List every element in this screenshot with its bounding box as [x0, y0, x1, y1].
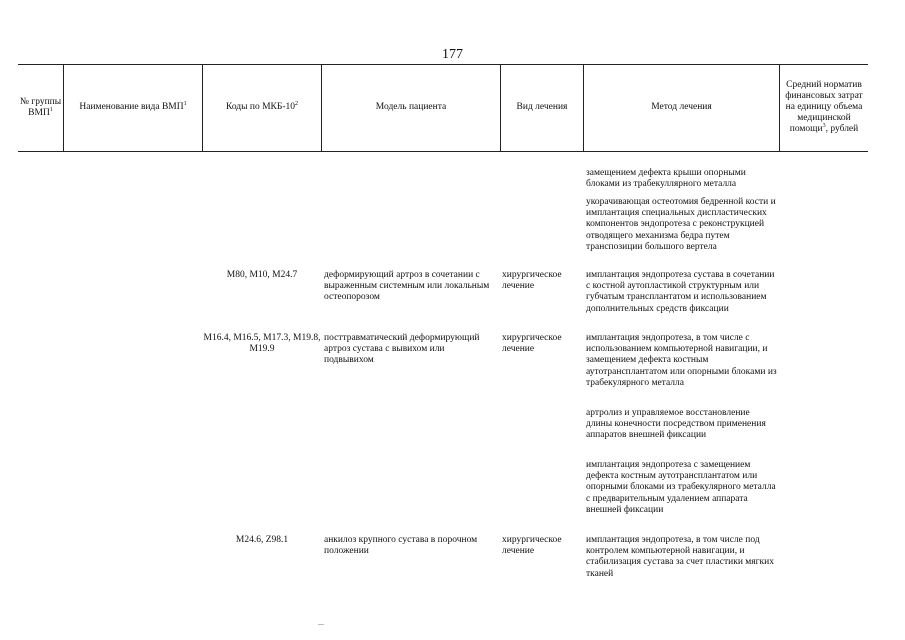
method-cell: имплантация эндопротеза сустава в сочетании с костной аутопластикой структурным или губчатым трансплантатом и использованием дополнительных средств фиксации — [586, 270, 775, 314]
header-treatment-type — [501, 64, 583, 151]
header-treatment-type-label: Вид лечения — [516, 102, 568, 112]
method-cell: имплантация эндопротеза с замещением дефекта костным аутотрансплантатом или опорными блоками из трабекулярного металла с предварительным удалением аппарата внешней фиксации — [586, 460, 776, 515]
header-vmp-name — [64, 64, 202, 151]
header-patient-model-label: Модель пациента — [375, 102, 447, 112]
scan-mark — [318, 624, 324, 625]
footnote-mark: 1 — [183, 100, 187, 107]
footnote-mark: 3 — [822, 122, 826, 129]
method-cell: имплантация эндопротеза, в том числе под контролем компьютерной навигации, и стабилизация сустава за счет пластики мягких тканей — [586, 535, 775, 579]
patient-model-cell: анкилоз крупного сустава в порочном положении — [324, 535, 478, 557]
header-bottom-rule — [18, 151, 868, 152]
patient-model-cell: деформирующий артроз в сочетании с выраженным системным или локальным остеопорозом — [324, 270, 490, 303]
header-average-cost — [780, 64, 868, 151]
treatment-type-cell: хирургическое лечение — [502, 270, 562, 292]
header-icd-codes-label: Коды по МКБ-10 — [225, 102, 296, 112]
page-number: 177 — [442, 47, 463, 62]
method-cell: укорачивающая остеотомия бедренной кости и имплантация специальных диспластических компонентов эндопротеза с реконструкцией отводящего механизма бедра путем транспозиции большого вертела — [586, 197, 776, 252]
treatment-type-cell: хирургическое лечение — [502, 535, 562, 557]
header-vmp-name-label: Наименование вида ВМП — [79, 102, 184, 112]
method-cell: артролиз и управляемое восстановление длины конечности посредством применения аппаратов внешней фиксации — [586, 408, 766, 441]
icd-codes-cell: M24.6, Z98.1 — [235, 535, 289, 545]
footnote-mark: 2 — [295, 100, 299, 107]
footnote-mark: 1 — [49, 106, 53, 113]
header-treatment-method-label: Метод лечения — [651, 102, 712, 112]
header-average-cost-unit: , рублей — [825, 124, 859, 134]
method-cell: имплантация эндопротеза, в том числе с использованием компьютерной навигации, и замещением дефекта костным аутотрансплантатом или опорными блоками из трабекулярного металла — [586, 333, 777, 388]
treatment-type-cell: хирургическое лечение — [502, 333, 562, 355]
header-group-label: № группы ВМП — [19, 96, 62, 118]
icd-codes-cell: M16.4, M16.5, M17.3, M19.8, M19.9 — [203, 333, 321, 355]
icd-codes-cell: M80, M10, M24.7 — [226, 270, 298, 280]
header-group-number — [18, 64, 63, 151]
header-average-cost-label: Средний норматив финансовых затрат на единицу объема медицинской помощи — [785, 80, 863, 134]
header-treatment-method — [584, 64, 779, 151]
header-patient-model — [322, 64, 500, 151]
patient-model-cell: посттравматический деформирующий артроз сустава с вывихом или подвывихом — [324, 333, 480, 366]
method-cell: замещением дефекта крыши опорными блоками из трабекуллярного металла — [586, 168, 746, 190]
header-icd-codes — [203, 64, 321, 151]
